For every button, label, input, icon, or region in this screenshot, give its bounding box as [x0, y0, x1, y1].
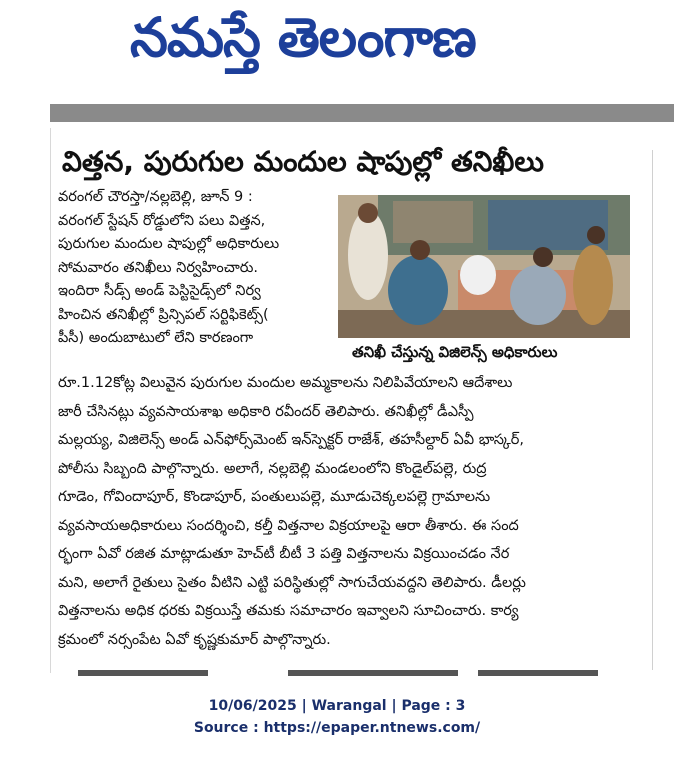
body-line: ఇందిరా సీడ్స్ అండ్ పెస్టిసైడ్స్‌లో నిర్వ	[58, 283, 261, 299]
body-line: వరంగల్ చౌరస్తా/నల్లబెల్లి, జూన్ 9 :	[58, 189, 253, 205]
body-line: మల్లయ్య, విజిలెన్స్ అండ్ ఎన్‌ఫోర్స్‌మెంట్ ఇన్‌స్పెక్టర్ రాజేశ్, తహసీల్దార్ ఏవీ భాస్కర్,	[58, 432, 524, 448]
body-line: మని, అలాగే రైతులు సైతం వీటిని ఎట్టి పరిస్థితుల్లో సాగుచేయవద్దని తెలిపారు. డీలర్లు	[58, 574, 526, 591]
body-line: క్రమంలో నర్సంపేట ఏవో కృష్ణకుమార్ పాల్గొన్నారు.	[58, 631, 331, 648]
article-photo-block	[338, 195, 630, 373]
footer-source: Source : https://epaper.ntnews.com/	[193, 720, 481, 736]
body-line: జారీ చేసినట్లు వ్యవసాయశాఖ అధికారి రవీందర్ తెలిపారు. తనిఖీల్లో డీఎస్పీ	[58, 403, 474, 420]
body-line: విత్తనాలను అధిక ధరకు విక్రయిస్తే తమకు సమాచారం ఇవ్వాలని సూచించారు. కార్య	[58, 603, 519, 619]
body-line: పోలీసు సిబ్బంది పాల్గొన్నారు. అలాగే, నల్లబెల్లి మండలంలోని కొండైల్‌పల్లె, రుద్ర	[58, 460, 487, 477]
newspaper-masthead: నమస్తే తెలంగాణ	[130, 6, 476, 69]
body-line: వ్యవసాయఅధికారులు సందర్శించి, కల్తీ విత్తనాల విక్రయాలపై ఆరా తీశారు. ఈ సంద	[58, 517, 519, 534]
photo-caption: తనిఖీ చేస్తున్న విజిలెన్స్ అధికారులు	[352, 343, 558, 361]
footer-meta: 10/06/2025 | Warangal | Page : 3	[208, 698, 466, 714]
header-divider-bar	[50, 104, 674, 122]
truncated-next-headline	[58, 668, 618, 676]
article-photo	[338, 195, 630, 338]
body-line: సోమవారం తనిఖీలు నిర్వహించారు.	[58, 259, 258, 276]
right-column-rule	[652, 150, 653, 670]
body-line: పురుగుల మందుల షాపుల్లో అధికారులు	[58, 236, 280, 252]
body-line: రూ.1.12కోట్ల విలువైన పురుగుల మందుల అమ్మకాలను నిలిపివేయాలని ఆదేశాలు	[58, 375, 513, 391]
article-headline: విత్తన, పురుగుల మందుల షాపుల్లో తనిఖీలు	[62, 145, 544, 178]
left-column-rule	[50, 128, 51, 673]
body-line: వరంగల్ స్టేషన్ రోడ్డులోని పలు విత్తన,	[58, 212, 266, 229]
body-line: గూడెం, గోవిందాపూర్, కొండాపూర్, పంతులుపల్లె, మూడుచెక్కలపల్లె గ్రామాలను	[58, 489, 491, 505]
body-line: ర్భంగా ఏవో రజిత మాట్లాడుతూ హెచ్‌టీ బీటీ 3 పత్తి విత్తనాలను విక్రయించడం నేర	[58, 546, 510, 562]
body-line: హించిన తనిఖీల్లో ప్రిన్సిపల్ సర్టిఫికెట్స్(	[58, 306, 269, 323]
body-line: పీసీ) అందుబాటులో లేని కారణంగా	[58, 330, 254, 346]
